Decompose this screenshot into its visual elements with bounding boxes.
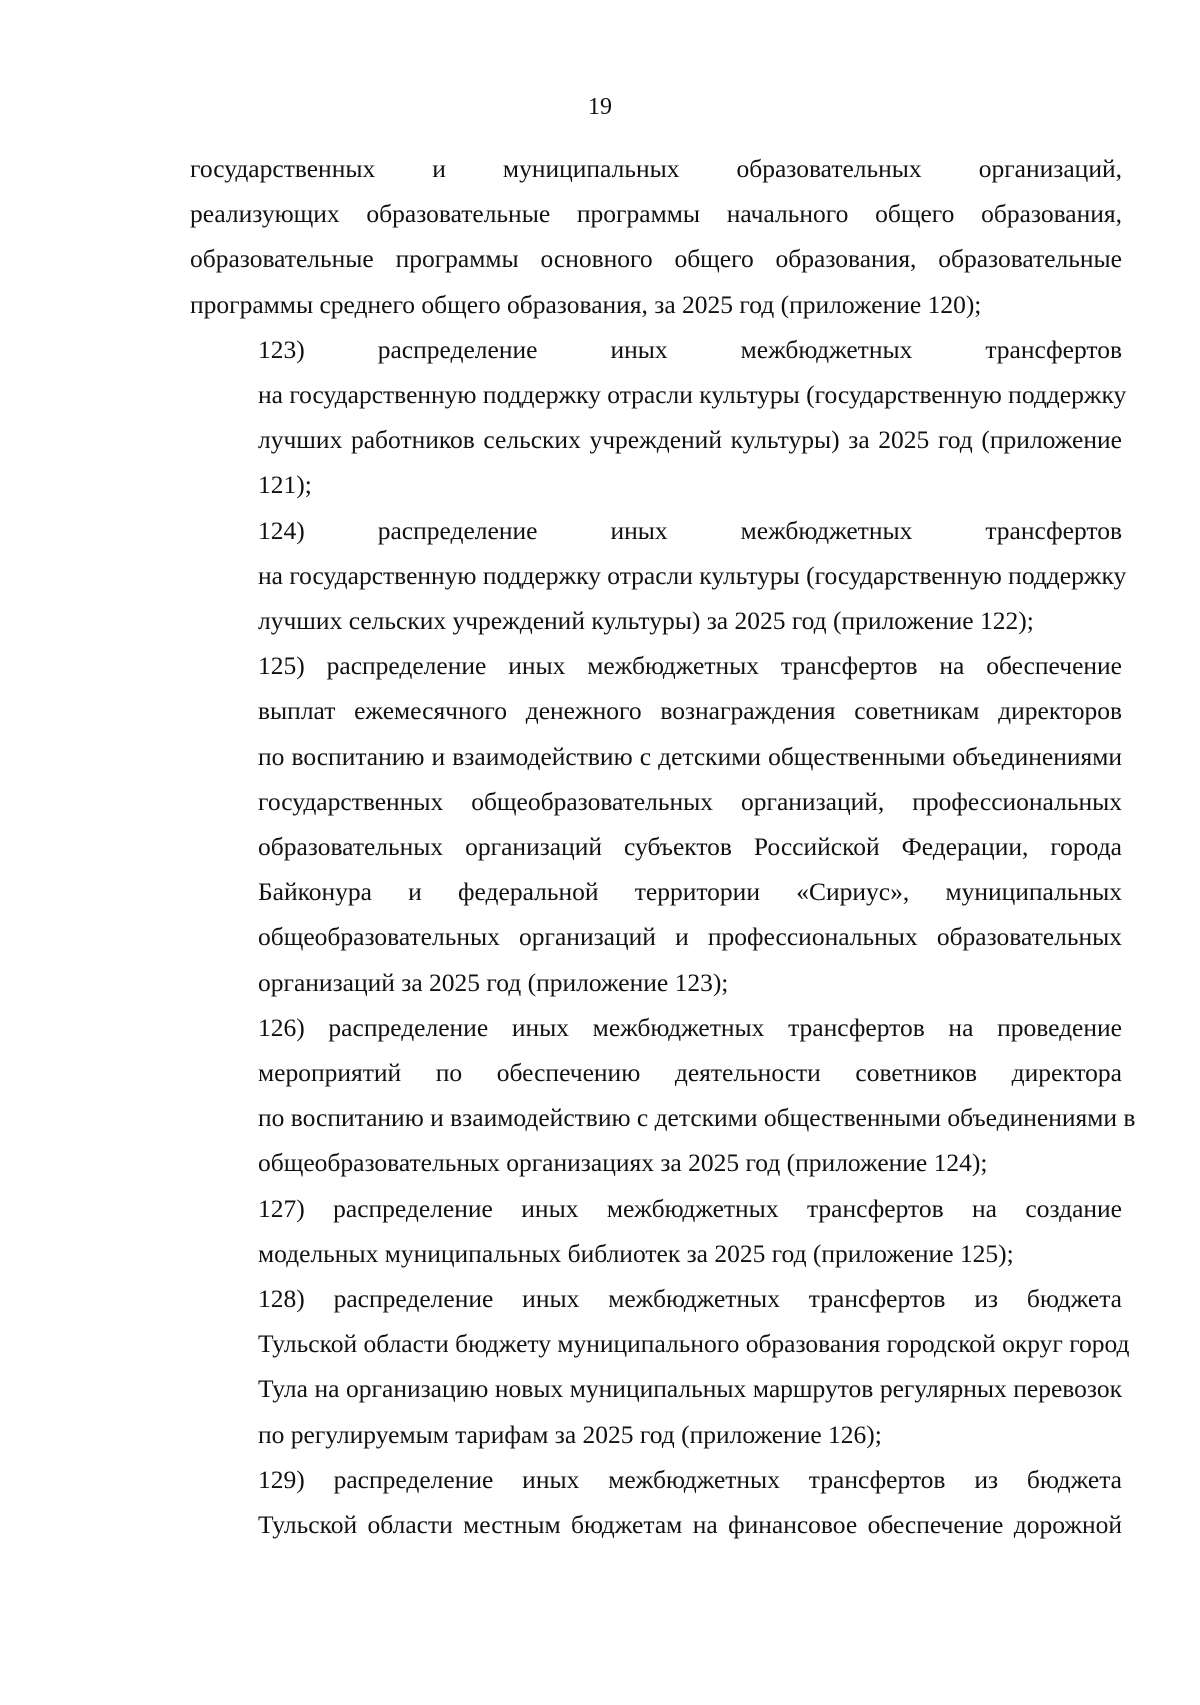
text-line: организаций за 2025 год (приложение 123); xyxy=(258,967,729,997)
document-body xyxy=(190,146,1136,1547)
paragraph xyxy=(190,643,1122,1005)
text-line: 121); xyxy=(258,470,312,500)
text-line: лучших работников сельских учреждений культуры) за 2025 год (приложение xyxy=(258,425,1122,455)
text-line: Тула на организацию новых муниципальных маршрутов регулярных перевозок xyxy=(258,1374,1122,1404)
text-line: образовательные программы основного общего образования, образовательные xyxy=(190,244,1122,274)
text-line: по воспитанию и взаимодействию с детскими общественными объединениями xyxy=(258,741,1122,771)
paragraph xyxy=(190,1276,1130,1457)
text-line: модельных муниципальных библиотек за 2025 год (приложение 125); xyxy=(258,1238,1014,1268)
text-line: государственных общеобразовательных организаций, профессиональных xyxy=(258,786,1122,816)
text-line: реализующих образовательные программы начального общего образования, xyxy=(190,199,1122,229)
text-line: выплат ежемесячного денежного вознаграждения советникам директоров xyxy=(258,696,1122,726)
text-line: по воспитанию и взаимодействию с детскими общественными объединениями в xyxy=(258,1103,1136,1133)
text-line: лучших сельских учреждений культуры) за 2025 год (приложение 122); xyxy=(258,606,1034,636)
text-line: по регулируемым тарифам за 2025 год (приложение 126); xyxy=(258,1419,882,1449)
text-line: мероприятий по обеспечению деятельности советников директора xyxy=(258,1058,1122,1088)
paragraph xyxy=(190,508,1127,644)
text-line: общеобразовательных организациях за 2025 год (приложение 124); xyxy=(258,1148,988,1178)
text-line: образовательных организаций субъектов Российской Федерации, города xyxy=(258,832,1122,862)
text-line: Тульской области местным бюджетам на финансовое обеспечение дорожной xyxy=(258,1510,1122,1540)
text-line: 124) распределение иных межбюджетных трансфертов xyxy=(258,515,1122,545)
text-line: 128) распределение иных межбюджетных трансфертов из бюджета xyxy=(258,1284,1122,1314)
text-line: 129) распределение иных межбюджетных трансфертов из бюджета xyxy=(258,1464,1122,1494)
paragraph xyxy=(190,327,1127,508)
page-number: 19 xyxy=(588,94,612,120)
paragraph xyxy=(190,1005,1136,1186)
text-line: программы среднего общего образования, за 2025 год (приложение 120); xyxy=(190,289,982,319)
text-line: Байконура и федеральной территории «Сириус», муниципальных xyxy=(258,877,1122,907)
paragraph xyxy=(190,1457,1122,1547)
text-line: 125) распределение иных межбюджетных трансфертов на обеспечение xyxy=(258,651,1122,681)
text-line: 123) распределение иных межбюджетных трансфертов xyxy=(258,334,1122,364)
text-line: 126) распределение иных межбюджетных трансфертов на проведение xyxy=(258,1012,1122,1042)
text-line: государственных и муниципальных образовательных организаций, xyxy=(190,154,1122,183)
paragraph xyxy=(190,146,1122,327)
text-line: общеобразовательных организаций и профессиональных образовательных xyxy=(258,922,1122,952)
text-line: Тульской области бюджету муниципального образования городской округ город xyxy=(258,1329,1130,1359)
paragraph xyxy=(190,1186,1122,1276)
text-line: 127) распределение иных межбюджетных трансфертов на создание xyxy=(258,1193,1122,1223)
text-line: на государственную поддержку отрасли культуры (государственную поддержку xyxy=(258,380,1127,410)
text-line: на государственную поддержку отрасли культуры (государственную поддержку xyxy=(258,560,1127,590)
